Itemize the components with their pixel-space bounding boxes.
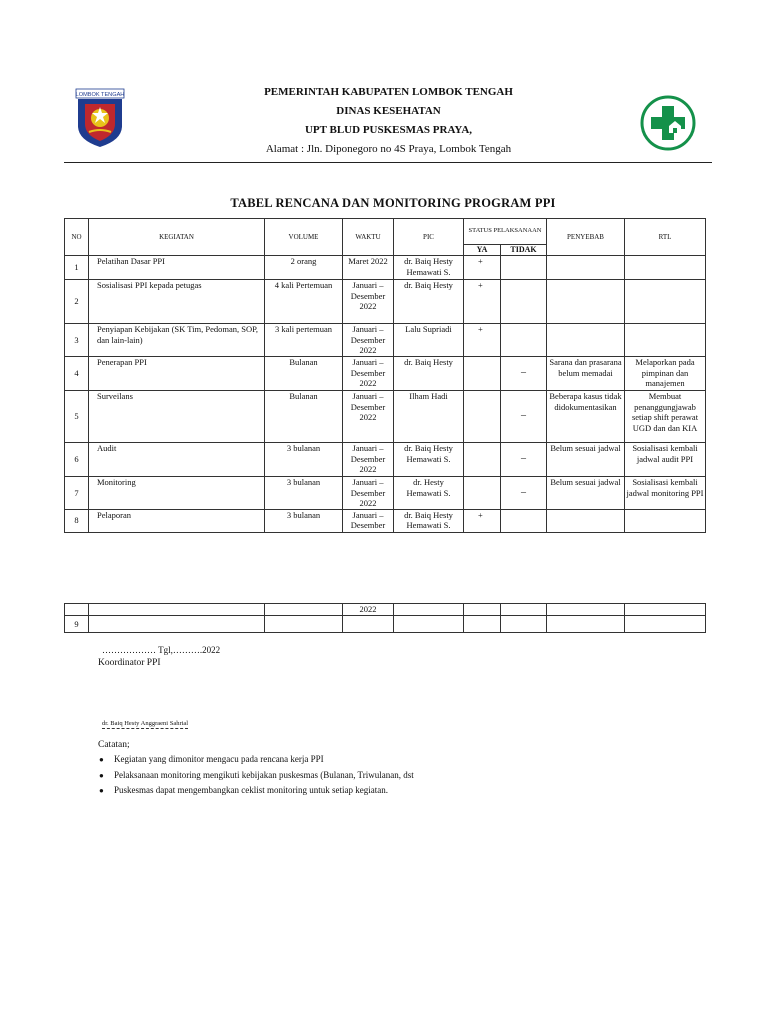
cell-penyebab: Belum sesuai jadwal [547,442,625,476]
bullet-icon: ● [99,755,104,764]
cell-kegiatan: Monitoring [89,476,265,509]
cell-ya [464,356,501,390]
cell-no: 5 [65,390,89,442]
cell-rtl [625,509,706,532]
document-title: TABEL RENCANA DAN MONITORING PROGRAM PPI [230,196,556,210]
cell-penyebab [547,509,625,532]
cell-rtl: Sosialisasi kembali jadwal audit PPI [625,442,706,476]
cell-waktu: Januari – Desember 2022 [343,356,394,390]
table-body [65,256,706,533]
cell-tidak: – [501,442,547,476]
cell-ya [464,442,501,476]
cell-kegiatan: Penerapan PPI [89,356,265,390]
cell-volume: 3 bulanan [265,509,343,532]
cell-kegiatan: Pelaporan [89,509,265,532]
cell-penyebab [547,280,625,324]
cell-rtl: Melaporkan pada pimpinan dan manajemen [625,356,706,390]
cell-no: 7 [65,476,89,509]
government-name: PEMERINTAH KABUPATEN LOMBOK TENGAH [264,86,513,98]
header-tidak: TIDAK [501,245,547,256]
cell-pic: dr. Baiq Hesty Hemawati S. [394,509,464,532]
cell-no: 4 [65,356,89,390]
cell-volume: 3 bulanan [265,476,343,509]
cell-rtl: Sosialisasi kembali jadwal monitoring PPI [625,476,706,509]
cell-volume: Bulanan [265,390,343,442]
agency-name: DINAS KESEHATAN [336,105,441,117]
table-row [65,509,706,532]
header-pic: PIC [394,219,464,256]
ppi-program-table-continued [64,603,706,633]
cell-waktu: Januari – Desember 2022 [343,442,394,476]
cell-tidak: – [501,476,547,509]
cell-no: 2 [65,280,89,324]
signature-date-line: ……………… Tgl,……….2022 [102,645,221,655]
cell-penyebab: Sarana dan prasarana belum memadai [547,356,625,390]
signature-role: Koordinator PPI [98,658,161,668]
cell-waktu: Januari – Desember 2022 [343,390,394,442]
address-line: Alamat : Jln. Diponegoro no 4S Praya, Lombok Tengah [265,143,512,155]
emblem-caption: LOMBOK TENGAH [75,91,125,98]
ppi-program-table [64,218,706,533]
cell-waktu: Januari – Desember 2022 [343,280,394,324]
header-no: NO [65,219,89,256]
cell-pic: dr. Baiq Hesty Hemawati S. [394,256,464,280]
cell-tidak [501,256,547,280]
cell-waktu: Maret 2022 [343,256,394,280]
cell-volume: Bulanan [265,356,343,390]
cell-pic: Lalu Supriadi [394,324,464,357]
cell-ya [464,390,501,442]
cell-no: 9 [65,616,89,633]
table-row [65,604,706,616]
cell-kegiatan: Pelatihan Dasar PPI [89,256,265,280]
bullet-icon: ● [99,786,104,795]
cell-tidak: – [501,356,547,390]
cell-kegiatan: Surveilans [89,390,265,442]
header-volume: VOLUME [265,219,343,256]
list-item: ● Puskesmas dapat mengembangkan ceklist monitoring untuk setiap kegiatan. [98,783,414,799]
cell-pic: dr. Hesty Hemawati S. [394,476,464,509]
list-item: ● Pelaksanaan monitoring mengikuti kebijakan puskesmas (Bulanan, Triwulanan, dst [98,768,414,784]
cell-kegiatan: Penyiapan Kebijakan (SK Tim, Pedoman, SOP, dan lain-lain) [89,324,265,357]
cell-rtl [625,324,706,357]
cell-rtl [625,280,706,324]
table-row [65,356,706,390]
cell-volume: 4 kali Pertemuan [265,280,343,324]
cell-ya: + [464,324,501,357]
header-rtl: RTL [625,219,706,256]
cell-volume: 2 orang [265,256,343,280]
table-row [65,324,706,357]
table-row [65,256,706,280]
cell-no: 6 [65,442,89,476]
header-penyebab: PENYEBAB [547,219,625,256]
cell-no: 3 [65,324,89,357]
cell-ya [464,476,501,509]
cell-rtl: Membuat penanggungjawab setiap shift perawat UGD dan dan KIA [625,390,706,442]
cell-tidak [501,509,547,532]
header-status: STATUS PELAKSANAAN [464,219,547,245]
header-waktu: WAKTU [343,219,394,256]
notes-list [98,752,414,799]
cell-waktu: 2022 [343,604,394,616]
table-row [65,442,706,476]
cell-ya: + [464,256,501,280]
cell-pic: dr. Baiq Hesty Hemawati S. [394,442,464,476]
cell-rtl [625,256,706,280]
table-row [65,616,706,633]
cell-tidak: – [501,390,547,442]
bullet-icon: ● [99,770,104,780]
cell-pic: Ilham Hadi [394,390,464,442]
cell-waktu: Januari – Desember 2022 [343,476,394,509]
cell-kegiatan: Sosialisasi PPI kepada petugas [89,280,265,324]
header-ya: YA [464,245,501,256]
list-item: ● Kegiatan yang dimonitor mengacu pada rencana kerja PPI [98,752,414,768]
cell-volume: 3 bulanan [265,442,343,476]
cell-penyebab [547,324,625,357]
table-row [65,476,706,509]
signature-name: dr. Baiq Hesty Anggraeni Sahrial [102,720,189,727]
table-row [65,280,706,324]
cell-ya: + [464,509,501,532]
cell-pic: dr. Baiq Hesty [394,356,464,390]
cell-waktu: Januari – Desember 2022 [343,324,394,357]
cell-penyebab: Belum sesuai jadwal [547,476,625,509]
cell-ya: + [464,280,501,324]
unit-name: UPT BLUD PUSKESMAS PRAYA, [304,124,473,136]
puskesmas-cross-logo [640,95,696,151]
letterhead-divider [64,162,712,163]
cell-no: 8 [65,509,89,532]
header-kegiatan: KEGIATAN [89,219,265,256]
cell-tidak [501,324,547,357]
cell-waktu: Januari – Desember [343,509,394,532]
cell-kegiatan: Audit [89,442,265,476]
cell-volume: 3 kali pertemuan [265,324,343,357]
cell-penyebab: Beberapa kasus tidak didokumentasikan [547,390,625,442]
cell-pic: dr. Baiq Hesty [394,280,464,324]
cell-penyebab [547,256,625,280]
cell-no: 1 [65,256,89,280]
notes-title: Catatan; [98,740,130,750]
table-row [65,390,706,442]
cell-tidak [501,280,547,324]
